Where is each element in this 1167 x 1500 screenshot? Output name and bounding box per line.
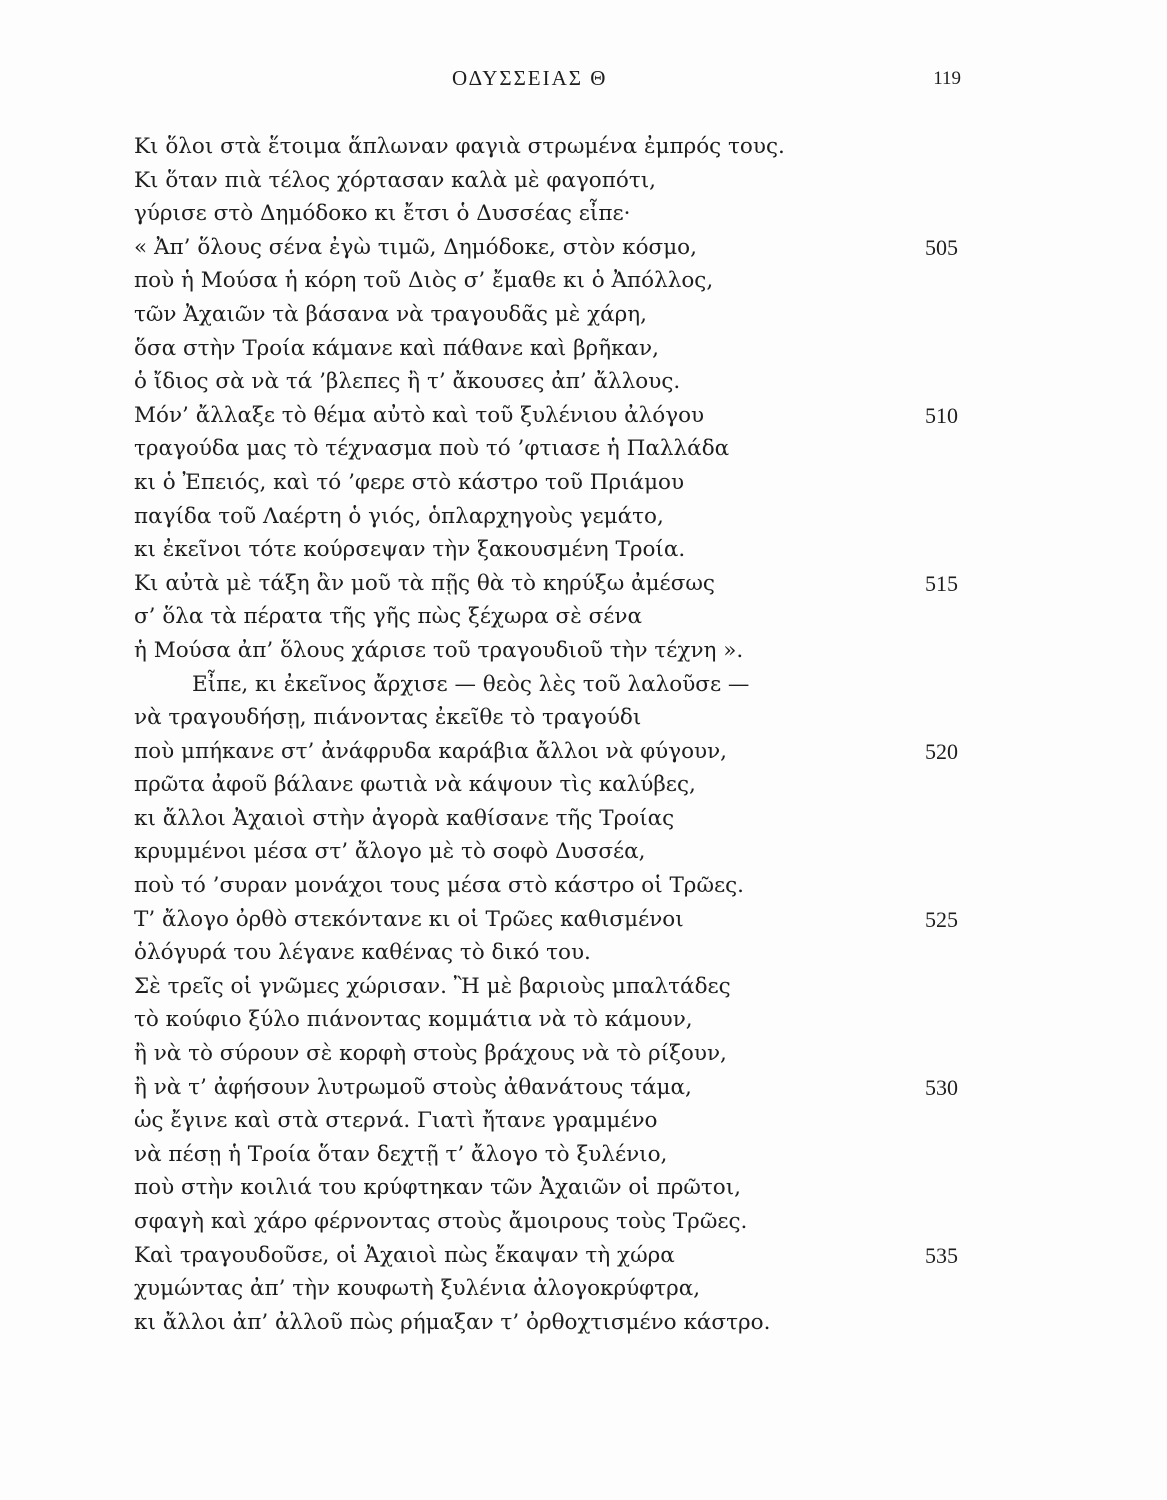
verse-line — [134, 701, 964, 735]
verse-line — [134, 936, 964, 970]
verse-line — [134, 600, 964, 634]
verse-line — [134, 231, 964, 265]
page-number: 119 — [933, 68, 961, 89]
verse-line — [134, 835, 964, 869]
verse-line — [134, 1306, 964, 1340]
verse-line — [134, 1239, 964, 1273]
verse-line — [134, 332, 964, 366]
verse-text: ὅσα στὴν Τροία κάμανε καὶ πάθανε καὶ βρῆκαν, — [134, 335, 659, 361]
verse-text: κι ἄλλοι ἀπ’ ἀλλοῦ πὼς ρήμαξαν τ’ ὀρθοχτισμένο κάστρο. — [134, 1309, 771, 1335]
verse-text: Κι ὅταν πιὰ τέλος χόρτασαν καλὰ μὲ φαγοπότι, — [134, 167, 656, 193]
verse-line — [134, 197, 964, 231]
verse-line — [134, 567, 964, 601]
verse-text: ποὺ μπήκανε στ’ ἀνάφρυδα καράβια ἄλλοι νὰ φύγουν, — [134, 738, 727, 764]
verse-text: Εἶπε, κι ἐκεῖνος ἄρχισε — θεὸς λὲς τοῦ λαλοῦσε — — [192, 671, 750, 697]
line-number: 505 — [925, 234, 958, 260]
verse-text: κρυμμένοι μέσα στ’ ἄλογο μὲ τὸ σοφὸ Δυσσέα, — [134, 839, 646, 865]
verse-text: σ’ ὅλα τὰ πέρατα τῆς γῆς πὼς ξέχωρα σὲ σένα — [134, 604, 642, 630]
verse-text: Μόν’ ἄλλαξε τὸ θέμα αὐτὸ καὶ τοῦ ξυλένιου ἀλόγου — [134, 402, 705, 428]
verse-text: τῶν Ἀχαιῶν τὰ βάσανα νὰ τραγουδᾶς μὲ χάρη, — [134, 301, 648, 327]
verse-line — [134, 1037, 964, 1071]
verse-line — [134, 500, 964, 534]
verse-line — [134, 1205, 964, 1239]
verse-line — [134, 365, 964, 399]
verse-text: Κι αὐτὰ μὲ τάξη ἂν μοῦ τὰ πῇς θὰ τὸ κηρύξω ἀμέσως — [134, 570, 715, 596]
verse-text: σφαγὴ καὶ χάρο φέρνοντας στοὺς ἄμοιρους τοὺς Τρῶες. — [134, 1209, 748, 1234]
verse-text: κι ἐκεῖνοι τότε κούρσεψαν τὴν ξακουσμένη Τροία. — [134, 537, 686, 563]
verse-line — [134, 1272, 964, 1306]
verse-text: πρῶτα ἀφοῦ βάλανε φωτιὰ νὰ κάψουν τὶς καλύβες, — [134, 772, 696, 798]
verse-text: γύρισε στὸ Δημόδοκο κι ἔτσι ὁ Δυσσέας εἶπε· — [134, 201, 631, 227]
verse-line — [134, 399, 964, 433]
verse-text: ὡς ἔγινε καὶ στὰ στερνά. Γιατὶ ἤτανε γραμμένο — [134, 1108, 658, 1134]
verse-line — [134, 533, 964, 567]
verse-line — [134, 903, 964, 937]
verse-text: παγίδα τοῦ Λαέρτη ὁ γιός, ὁπλαρχηγοὺς γεμάτο, — [134, 503, 664, 529]
verse-line — [134, 1171, 964, 1205]
verse-line — [134, 1071, 964, 1105]
verse-text: ποὺ ἡ Μούσα ἡ κόρη τοῦ Διὸς σ’ ἔμαθε κι ὁ Ἀπόλλος, — [134, 268, 714, 294]
verse-line — [134, 668, 964, 702]
verse-line — [134, 1003, 964, 1037]
verse-text: νὰ πέσῃ ἡ Τροία ὅταν δεχτῇ τ’ ἄλογο τὸ ξυλένιο, — [134, 1141, 668, 1167]
verse-text: ποὺ τό ’συραν μονάχοι τους μέσα στὸ κάστρο οἱ Τρῶες. — [134, 873, 744, 899]
line-number: 515 — [925, 570, 958, 596]
verse-text: νὰ τραγουδήσῃ, πιάνοντας ἐκεῖθε τὸ τραγούδι — [134, 705, 642, 731]
verse-line — [134, 1104, 964, 1138]
line-number: 510 — [925, 402, 958, 428]
verse-line — [134, 634, 964, 668]
verse-text: ὁλόγυρά του λέγανε καθένας τὸ δικό του. — [134, 940, 591, 966]
verse-text: τὸ κούφιο ξύλο πιάνοντας κομμάτια νὰ τὸ κάμουν, — [134, 1007, 693, 1033]
verse-line — [134, 466, 964, 500]
verse-line — [134, 432, 964, 466]
verse-text: τραγούδα μας τὸ τέχνασμα ποὺ τό ’φτιασε ἡ Παλλάδα — [134, 436, 730, 462]
verse-text: Τ’ ἄλογο ὀρθὸ στεκόντανε κι οἱ Τρῶες καθισμένοι — [134, 906, 684, 932]
verse-text: Καὶ τραγουδοῦσε, οἱ Ἀχαιοὶ πὼς ἔκαψαν τὴ χώρα — [134, 1242, 675, 1268]
running-title: ΟΔΥΣΣΕΙΑΣ Θ — [452, 66, 608, 90]
verse-text: ἢ νὰ τὸ σύρουν σὲ κορφὴ στοὺς βράχους νὰ τὸ ρίξουν, — [134, 1041, 727, 1067]
verse-text: ὁ ἴδιος σὰ νὰ τά ’βλεπες ἢ τ’ ἄκουσες ἀπ’ ἄλλους. — [134, 369, 681, 395]
verse-line — [134, 802, 964, 836]
verse-line — [134, 164, 964, 198]
verse-line — [134, 298, 964, 332]
line-number: 520 — [925, 738, 958, 764]
verse-line — [134, 264, 964, 298]
verse-line — [134, 130, 964, 164]
verse-line — [134, 869, 964, 903]
verse-text: κι ὁ Ἐπειός, καὶ τό ’φερε στὸ κάστρο τοῦ Πριάμου — [134, 469, 685, 495]
verse-text: Κι ὅλοι στὰ ἕτοιμα ἅπλωναν φαγιὰ στρωμένα ἐμπρός τους. — [134, 134, 785, 159]
verse-text: χυμώντας ἀπ’ τὴν κουφωτὴ ξυλένια ἀλογοκρύφτρα, — [134, 1276, 701, 1302]
verse-text: ἡ Μούσα ἀπ’ ὅλους χάρισε τοῦ τραγουδιοῦ τὴν τέχνη ». — [134, 637, 744, 663]
running-head — [0, 62, 1167, 102]
verse-line — [134, 970, 964, 1004]
verse-line — [134, 768, 964, 802]
verse-line — [134, 1138, 964, 1172]
line-number: 535 — [925, 1242, 958, 1268]
verse-text: ποὺ στὴν κοιλιά του κρύφτηκαν τῶν Ἀχαιῶν οἱ πρῶτοι, — [134, 1175, 742, 1201]
verse-line — [134, 735, 964, 769]
verse-text: Σὲ τρεῖς οἱ γνῶμες χώρισαν. Ἢ μὲ βαριοὺς μπαλτάδες — [134, 973, 731, 999]
line-number: 525 — [925, 906, 958, 932]
verse-text: κι ἄλλοι Ἀχαιοὶ στὴν ἀγορὰ καθίσανε τῆς Τροίας — [134, 805, 675, 831]
line-number: 530 — [925, 1074, 958, 1100]
verse-text: « Ἀπ’ ὅλους σένα ἐγὼ τιμῶ, Δημόδοκε, στὸν κόσμο, — [134, 234, 697, 260]
poem-text — [134, 130, 964, 1339]
verse-text: ἢ νὰ τ’ ἀφήσουν λυτρωμοῦ στοὺς ἀθανάτους τάμα, — [134, 1074, 692, 1100]
